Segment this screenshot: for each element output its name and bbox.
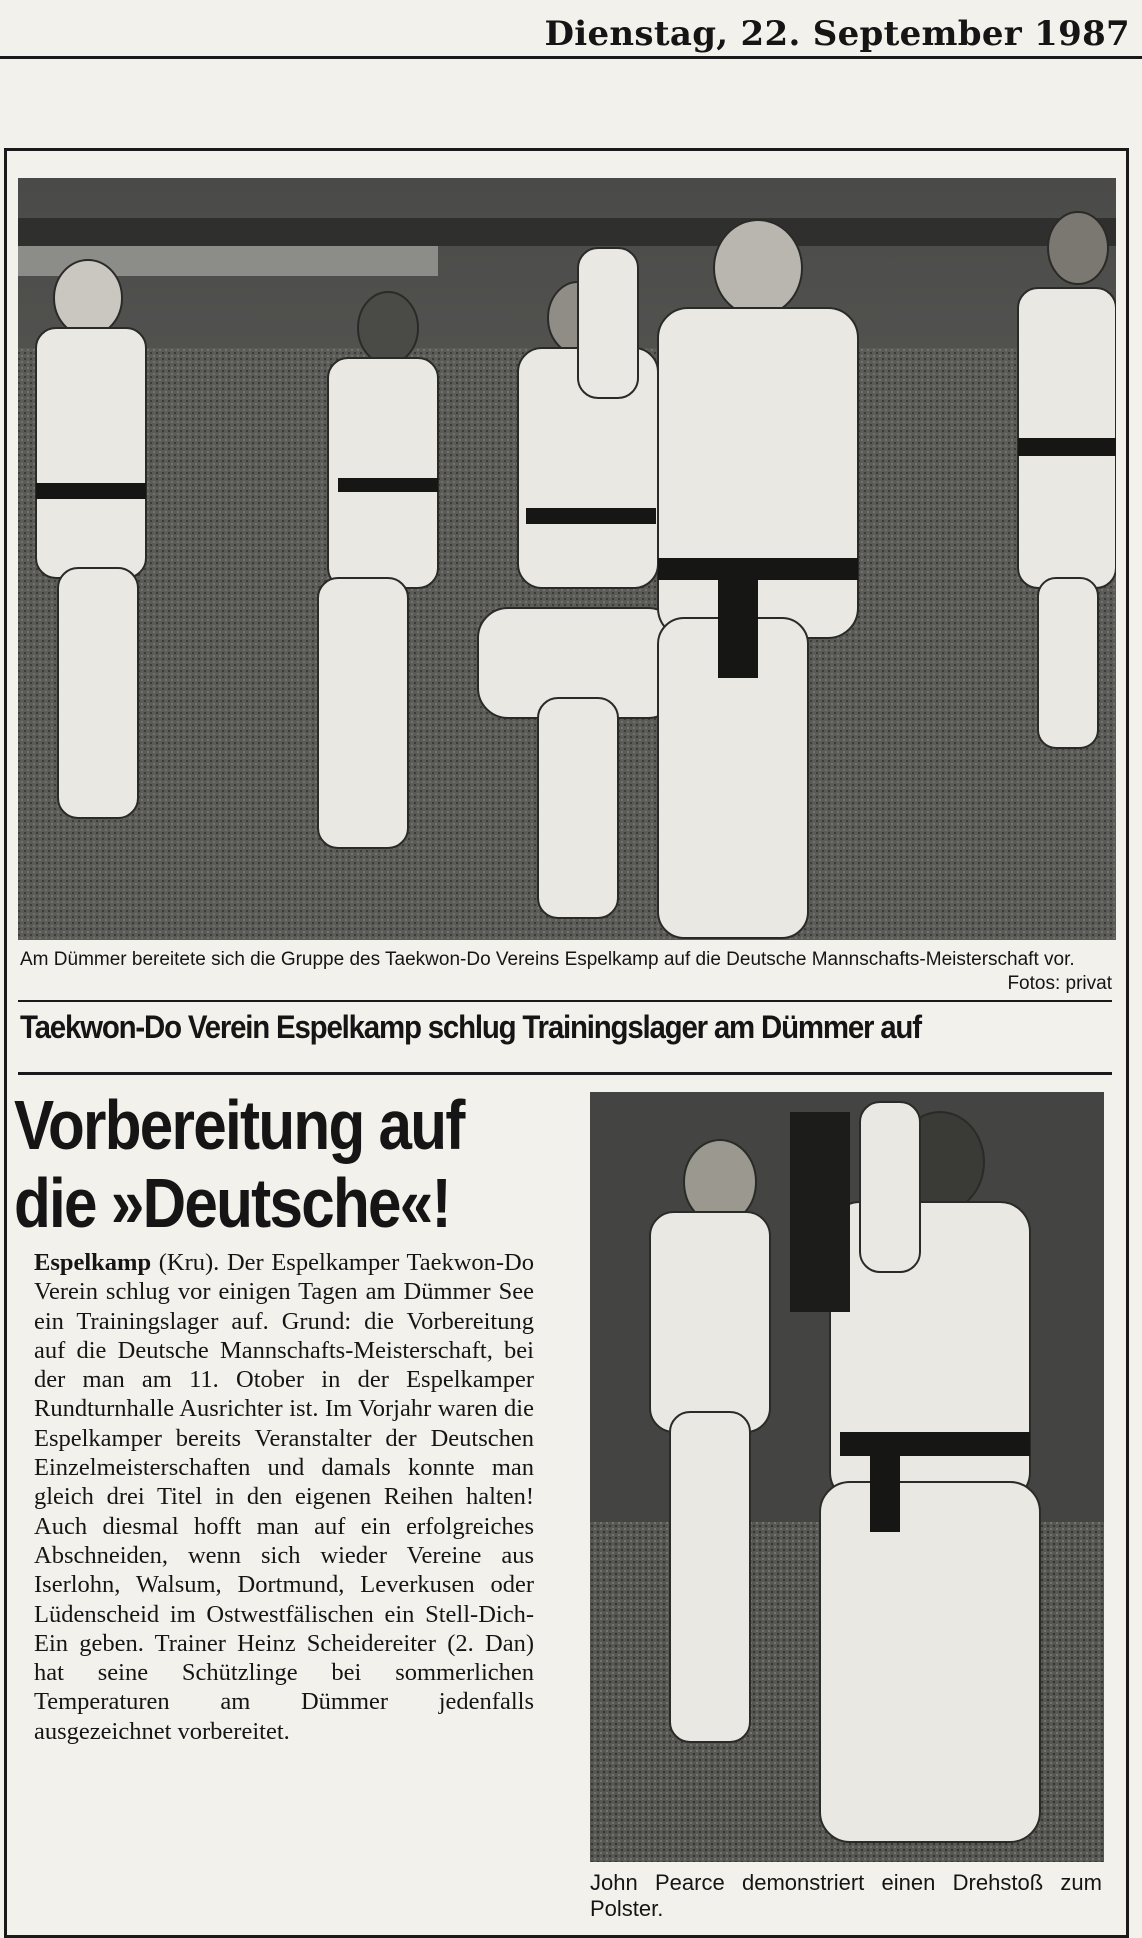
photo-credit: Fotos: privat [1007,973,1112,994]
kicker-headline: Taekwon-Do Verein Espelkamp schlug Trainingslager am Dümmer auf [20,1009,921,1045]
main-photo-caption [20,948,1112,994]
article-body-text: (Kru). Der Espelkamper Taekwon-Do Verein schlug vor einigen Tagen am Dümmer See ein Trainingslager auf. Grund: die Vorbereitung auf die Deutsche Mannschafts-Meisterschaft, bei der man am 11. Otober in der Espelkamper Rundturnhalle Ausrichter ist. Im Vorjahr waren die Espelkamper bereits Veranstalter der Deutschen Einzelmeisterschaften und damals konnte man gleich drei Titel in den eigenen Reihen halten! Auch diesmal hofft man auf ein erfolgreiches Abschneiden, wenn sich wieder Vereine aus Iserlohn, Walsum, Dortmund, Leverkusen oder Lüdenscheid im Ostwestfälischen ein Stell-Dich-Ein geben. Trainer Heinz Scheidereiter (2. Dan) hat seine Schützlinge bei sommerlichen Temperaturen am Dümmer jedenfalls ausgezeichnet vorbereitet. [34,1249,534,1745]
side-photo [590,1092,1104,1862]
dateline: Dienstag, 22. September 1987 [544,14,1130,54]
headline-line-2: die »Deutsche«! [14,1164,450,1242]
kicker-rule-top [18,1000,1112,1002]
headline-line-1: Vorbereitung auf [14,1086,464,1164]
header-rule [0,56,1142,59]
article-body [34,1248,534,1746]
headline-rule [18,1072,1112,1075]
main-headline [14,1086,496,1242]
main-photo [18,178,1116,940]
main-caption-text: Am Dümmer bereitete sich die Gruppe des Taekwon-Do Vereins Espelkamp auf die Deutsche Mannschafts-Meisterschaft vor. [20,949,1075,970]
side-photo-caption: John Pearce demonstriert einen Drehstoß zum Polster. [590,1870,1102,1921]
dateline-place: Espelkamp [34,1249,152,1276]
